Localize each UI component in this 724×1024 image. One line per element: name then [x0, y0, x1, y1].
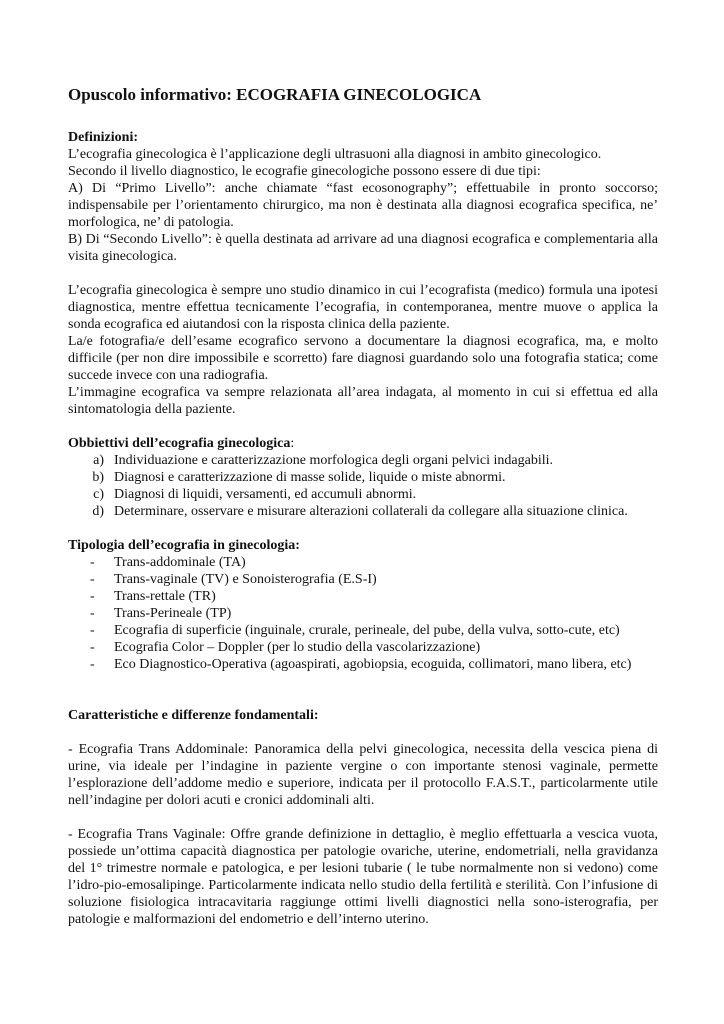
- list-item: [68, 656, 658, 673]
- list-item: [68, 588, 658, 605]
- caratteristiche-paragraph: - Ecografia Trans Vaginale: Offre grande definizione in dettaglio, è meglio effettuarla a vescica vuota, possiede un’ottima capacità diagnostica per patologie ovariche, uterine, endometriali, nella gravidanza del 1° trimestre normale e patologica, e per lesioni tubarie ( le tube normalmente non si vedono) come l’idro-pio-emosalipinge. Particolarmente indicata nello studio della fertilità e sterilità. Con l’infusione di soluzione fisiologica intracavitaria raggiunge ottimi livelli diagnostici nella sono-isterografia, per patologie e malformazioni del endometrio e dell’interno uterino.: [68, 827, 658, 927]
- obiettivi-heading-text: Obbiettivi dell’ecografia ginecologica: [68, 436, 291, 451]
- obiettivi-list: [68, 452, 658, 520]
- spacer: [68, 724, 658, 741]
- intro-paragraph: La/e fotografia/e dell’esame ecografico servono a documentare la diagnosi ecografica, ma, e molto difficile (per non dire impossibile e scorretto) fare diagnosi guardando solo una fotografia statica; come succede invece con una radiografia.: [68, 334, 658, 383]
- list-item-text: Diagnosi e caratterizzazione di masse solide, liquide o miste abnormi.: [114, 470, 506, 485]
- tipologia-list: [68, 554, 658, 673]
- list-marker: -: [90, 589, 95, 604]
- list-item: [68, 554, 658, 571]
- list-item: [68, 622, 658, 639]
- list-marker: b): [92, 470, 104, 485]
- list-item: [68, 639, 658, 656]
- list-marker: -: [90, 572, 95, 587]
- list-marker: d): [92, 504, 104, 519]
- spacer: [68, 265, 658, 282]
- list-item: [68, 486, 658, 503]
- list-item: [68, 469, 658, 486]
- intro-paragraph: L’ecografia ginecologica è sempre uno studio dinamico in cui l’ecografista (medico) formula una ipotesi diagnostica, mentre effettua tecnicamente l’ecografia, in contemporanea, mentre muove o applica la sonda ecografica ed aiutandosi con la risposta clinica della paziente.: [68, 283, 658, 332]
- list-item: [68, 452, 658, 469]
- list-item-text: Ecografia Color – Doppler (per lo studio della vascolarizzazione): [114, 640, 481, 655]
- caratteristiche-paragraph: - Ecografia Trans Addominale: Panoramica della pelvi ginecologica, necessita della vescica piena di urine, via ideale per l’indagine in paziente vergine o con importante stenosi vaginale, permette l’esplorazione dell’addome medio e superiore, indicata per il protocollo F.A.S.T., particolarmente utile nell’indagine per dolori acuti e cronici addominali alti.: [68, 742, 658, 808]
- definizioni-paragraph: A) Di “Primo Livello”: anche chiamate “fast ecosonography”; effettuabile in pronto soccorso; indispensabile per l’orientamento chirurgico, ma non è destinata alla diagnosi ecografica specifica, ne’ morfologica, ne’ di patologia.: [68, 181, 658, 230]
- definizioni-paragraph: B) Di “Secondo Livello”: è quella destinata ad arrivare ad una diagnosi ecografica e complementaria alla visita ginecologica.: [68, 232, 658, 264]
- list-marker: -: [90, 657, 95, 672]
- definizioni-paragraph: L’ecografia ginecologica è l’applicazione degli ultrasuoni alla diagnosi in ambito ginecologico.: [68, 147, 602, 162]
- list-item: [68, 503, 658, 520]
- intro-paragraph: L’immagine ecografica va sempre relazionata all’area indagata, al momento in cui si effettua ed alla sintomatologia della paziente.: [68, 385, 658, 417]
- list-item-text: Individuazione e caratterizzazione morfologica degli organi pelvici indagabili.: [114, 453, 554, 468]
- list-marker: -: [90, 606, 95, 621]
- spacer: [68, 418, 658, 435]
- list-marker: a): [93, 453, 104, 468]
- list-item-text: Trans-rettale (TR): [114, 589, 216, 604]
- list-marker: -: [90, 623, 95, 638]
- caratteristiche-heading: Caratteristiche e differenze fondamentali:: [68, 708, 319, 723]
- list-marker: -: [90, 555, 95, 570]
- list-item-text: Trans-Perineale (TP): [114, 606, 232, 621]
- obiettivi-heading: [68, 435, 658, 452]
- spacer: [68, 809, 658, 826]
- list-item-text: Determinare, osservare e misurare alterazioni collaterali da collegare alla situazione clinica.: [114, 504, 628, 519]
- list-item-text: Diagnosi di liquidi, versamenti, ed accumuli abnormi.: [114, 487, 417, 502]
- list-marker: c): [93, 487, 104, 502]
- list-item-text: Trans-vaginale (TV) e Sonoisterografia (E.S-I): [114, 572, 377, 587]
- list-item-text: Eco Diagnostico-Operativa (agoaspirati, agobiopsia, ecoguida, collimatori, mano libera, etc): [114, 657, 632, 672]
- spacer: [68, 673, 658, 707]
- document-title: Opuscolo informativo: ECOGRAFIA GINECOLOGICA: [68, 85, 482, 104]
- list-item: [68, 605, 658, 622]
- tipologia-heading: Tipologia dell’ecografia in ginecologia:: [68, 538, 300, 553]
- obiettivi-heading-colon: :: [290, 436, 295, 451]
- list-item-text: Trans-addominale (TA): [114, 555, 246, 570]
- list-item: [68, 571, 658, 588]
- list-marker: -: [90, 640, 95, 655]
- list-item-text: Ecografia di superficie (inguinale, crurale, perineale, del pube, della vulva, sotto-cute, etc): [114, 623, 620, 638]
- spacer: [68, 520, 658, 537]
- definizioni-heading: Definizioni:: [68, 130, 138, 145]
- definizioni-paragraph: Secondo il livello diagnostico, le ecografie ginecologiche possono essere di due tipi:: [68, 164, 541, 179]
